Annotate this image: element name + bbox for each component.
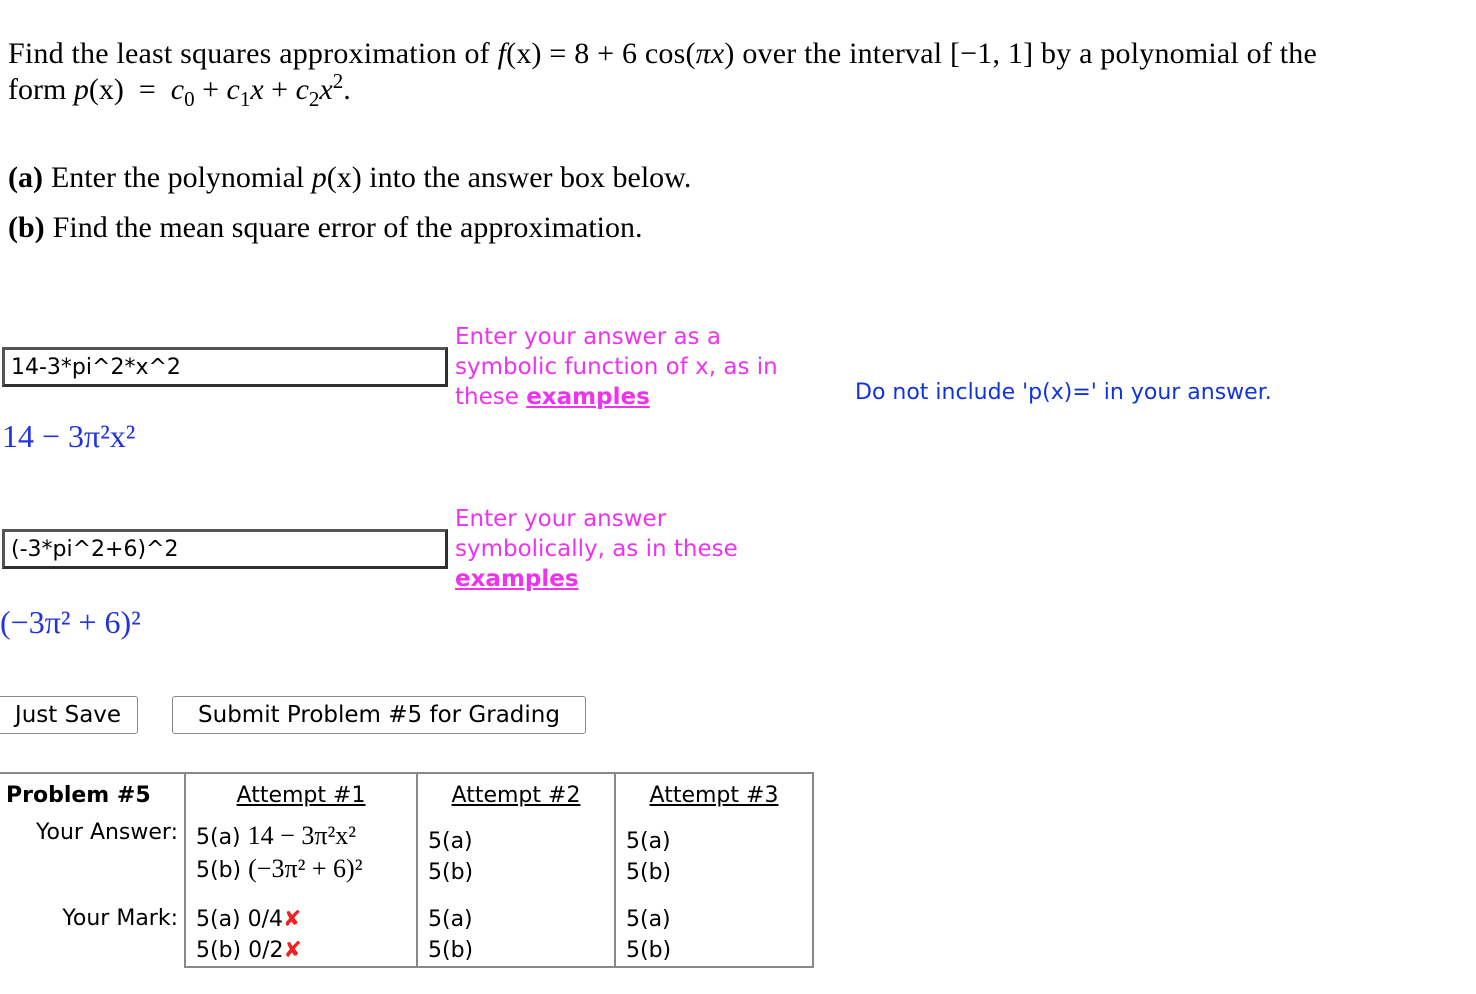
part-b <box>8 210 643 246</box>
attempt-2-link[interactable]: Attempt #2 <box>451 782 581 808</box>
a1-ans-b: (−3π² + 6)² <box>248 854 363 883</box>
problem-header: Problem #5 <box>0 773 185 816</box>
incorrect-x-icon: ✘ <box>283 907 302 932</box>
part-b-text: Find the mean square error of the approximation. <box>52 211 643 244</box>
your-answer-label: Your Answer: <box>35 820 178 845</box>
function-rhs: 8 + 6 cos( <box>574 37 696 70</box>
statement-intro: Find the least squares approximation of <box>8 37 490 70</box>
examples-link-b[interactable]: examples <box>455 566 579 592</box>
a3-ans-a: 5(a) <box>626 829 671 854</box>
your-mark-label: Your Mark: <box>62 906 178 931</box>
hint-b-line1: Enter your answer <box>455 506 667 532</box>
poly-form: $c_0 + c_1x + c_2x^2$. <box>170 69 351 111</box>
a3-mark-b: 5(b) <box>626 938 672 963</box>
statement-interval: over the interval [−1, 1] by a polynomial of the <box>742 37 1318 70</box>
a2-ans-a: 5(a) <box>428 829 473 854</box>
attempts-table <box>0 772 814 968</box>
answer-b-preview-text: (−3π² + 6)² <box>0 604 141 640</box>
part-a-arg: (x) <box>326 161 362 194</box>
a2-mark-b: 5(b) <box>428 938 474 963</box>
part-b-label: (b) <box>8 211 45 244</box>
answer-input-a[interactable] <box>2 347 448 387</box>
a2-ans-b: 5(b) <box>428 860 474 885</box>
just-save-button[interactable]: Just Save <box>0 696 138 734</box>
submit-grading-button[interactable]: Submit Problem #5 for Grading <box>172 696 586 734</box>
no-px-note: Do not include 'p(x)=' in your answer. <box>855 380 1272 405</box>
function-rhs-pix: πx <box>695 37 725 70</box>
hint-b-line2: symbolically, as in these <box>455 536 738 562</box>
a1-ans-b-label: 5(b) <box>196 858 242 883</box>
answer-a-preview <box>2 418 135 455</box>
hint-a-line3: these <box>455 384 519 410</box>
statement-form-word: form <box>8 73 67 106</box>
answer-b-hint <box>455 504 738 594</box>
a3-mark-a: 5(a) <box>626 907 671 932</box>
a3-ans-b: 5(b) <box>626 860 672 885</box>
attempt-1-link[interactable]: Attempt #1 <box>236 782 366 808</box>
poly-name: p <box>73 73 89 106</box>
a1-mark-a: 5(a) 0/4 <box>196 907 284 932</box>
problem-statement: Find the least squares approximation of f(x) = 8 + 6 cos(πx) over the interval [−1, 1] by a polynomial of the form $p(x) = c_0 + c_1x + c_2x^2$. <box>8 37 1318 111</box>
answer-a-preview-text: 14 − 3π²x² <box>2 418 136 454</box>
answer-input-b[interactable] <box>2 529 448 569</box>
equals-sign: = <box>549 37 567 70</box>
part-a <box>8 160 691 196</box>
part-a-rest: into the answer box below. <box>369 161 692 194</box>
function-arg: (x) <box>506 37 542 70</box>
answer-b-preview <box>0 604 141 641</box>
hint-a-line2: symbolic function of x, as in <box>455 354 778 380</box>
function-rhs-close: ) <box>724 37 735 70</box>
your-answer-row <box>0 816 813 904</box>
attempt-3-link[interactable]: Attempt #3 <box>649 782 779 808</box>
hint-a-line1: Enter your answer as a <box>455 324 721 350</box>
a1-mark-b: 5(b) 0/2 <box>196 938 284 963</box>
incorrect-x-icon: ✘ <box>283 938 302 963</box>
part-a-px: p <box>311 161 327 194</box>
your-mark-row <box>0 904 813 967</box>
attempts-header-row <box>0 773 813 816</box>
examples-link-a[interactable]: examples <box>526 384 650 410</box>
part-a-label: (a) <box>8 161 43 194</box>
part-a-text: Enter the polynomial <box>50 161 305 194</box>
poly-arg: (x) <box>88 73 124 106</box>
a1-ans-a-label: 5(a) <box>196 825 241 850</box>
answer-a-hint <box>455 322 778 412</box>
a1-ans-a: 14 − 3π²x² <box>247 821 357 850</box>
a2-mark-a: 5(a) <box>428 907 473 932</box>
function-name: f <box>497 37 507 70</box>
